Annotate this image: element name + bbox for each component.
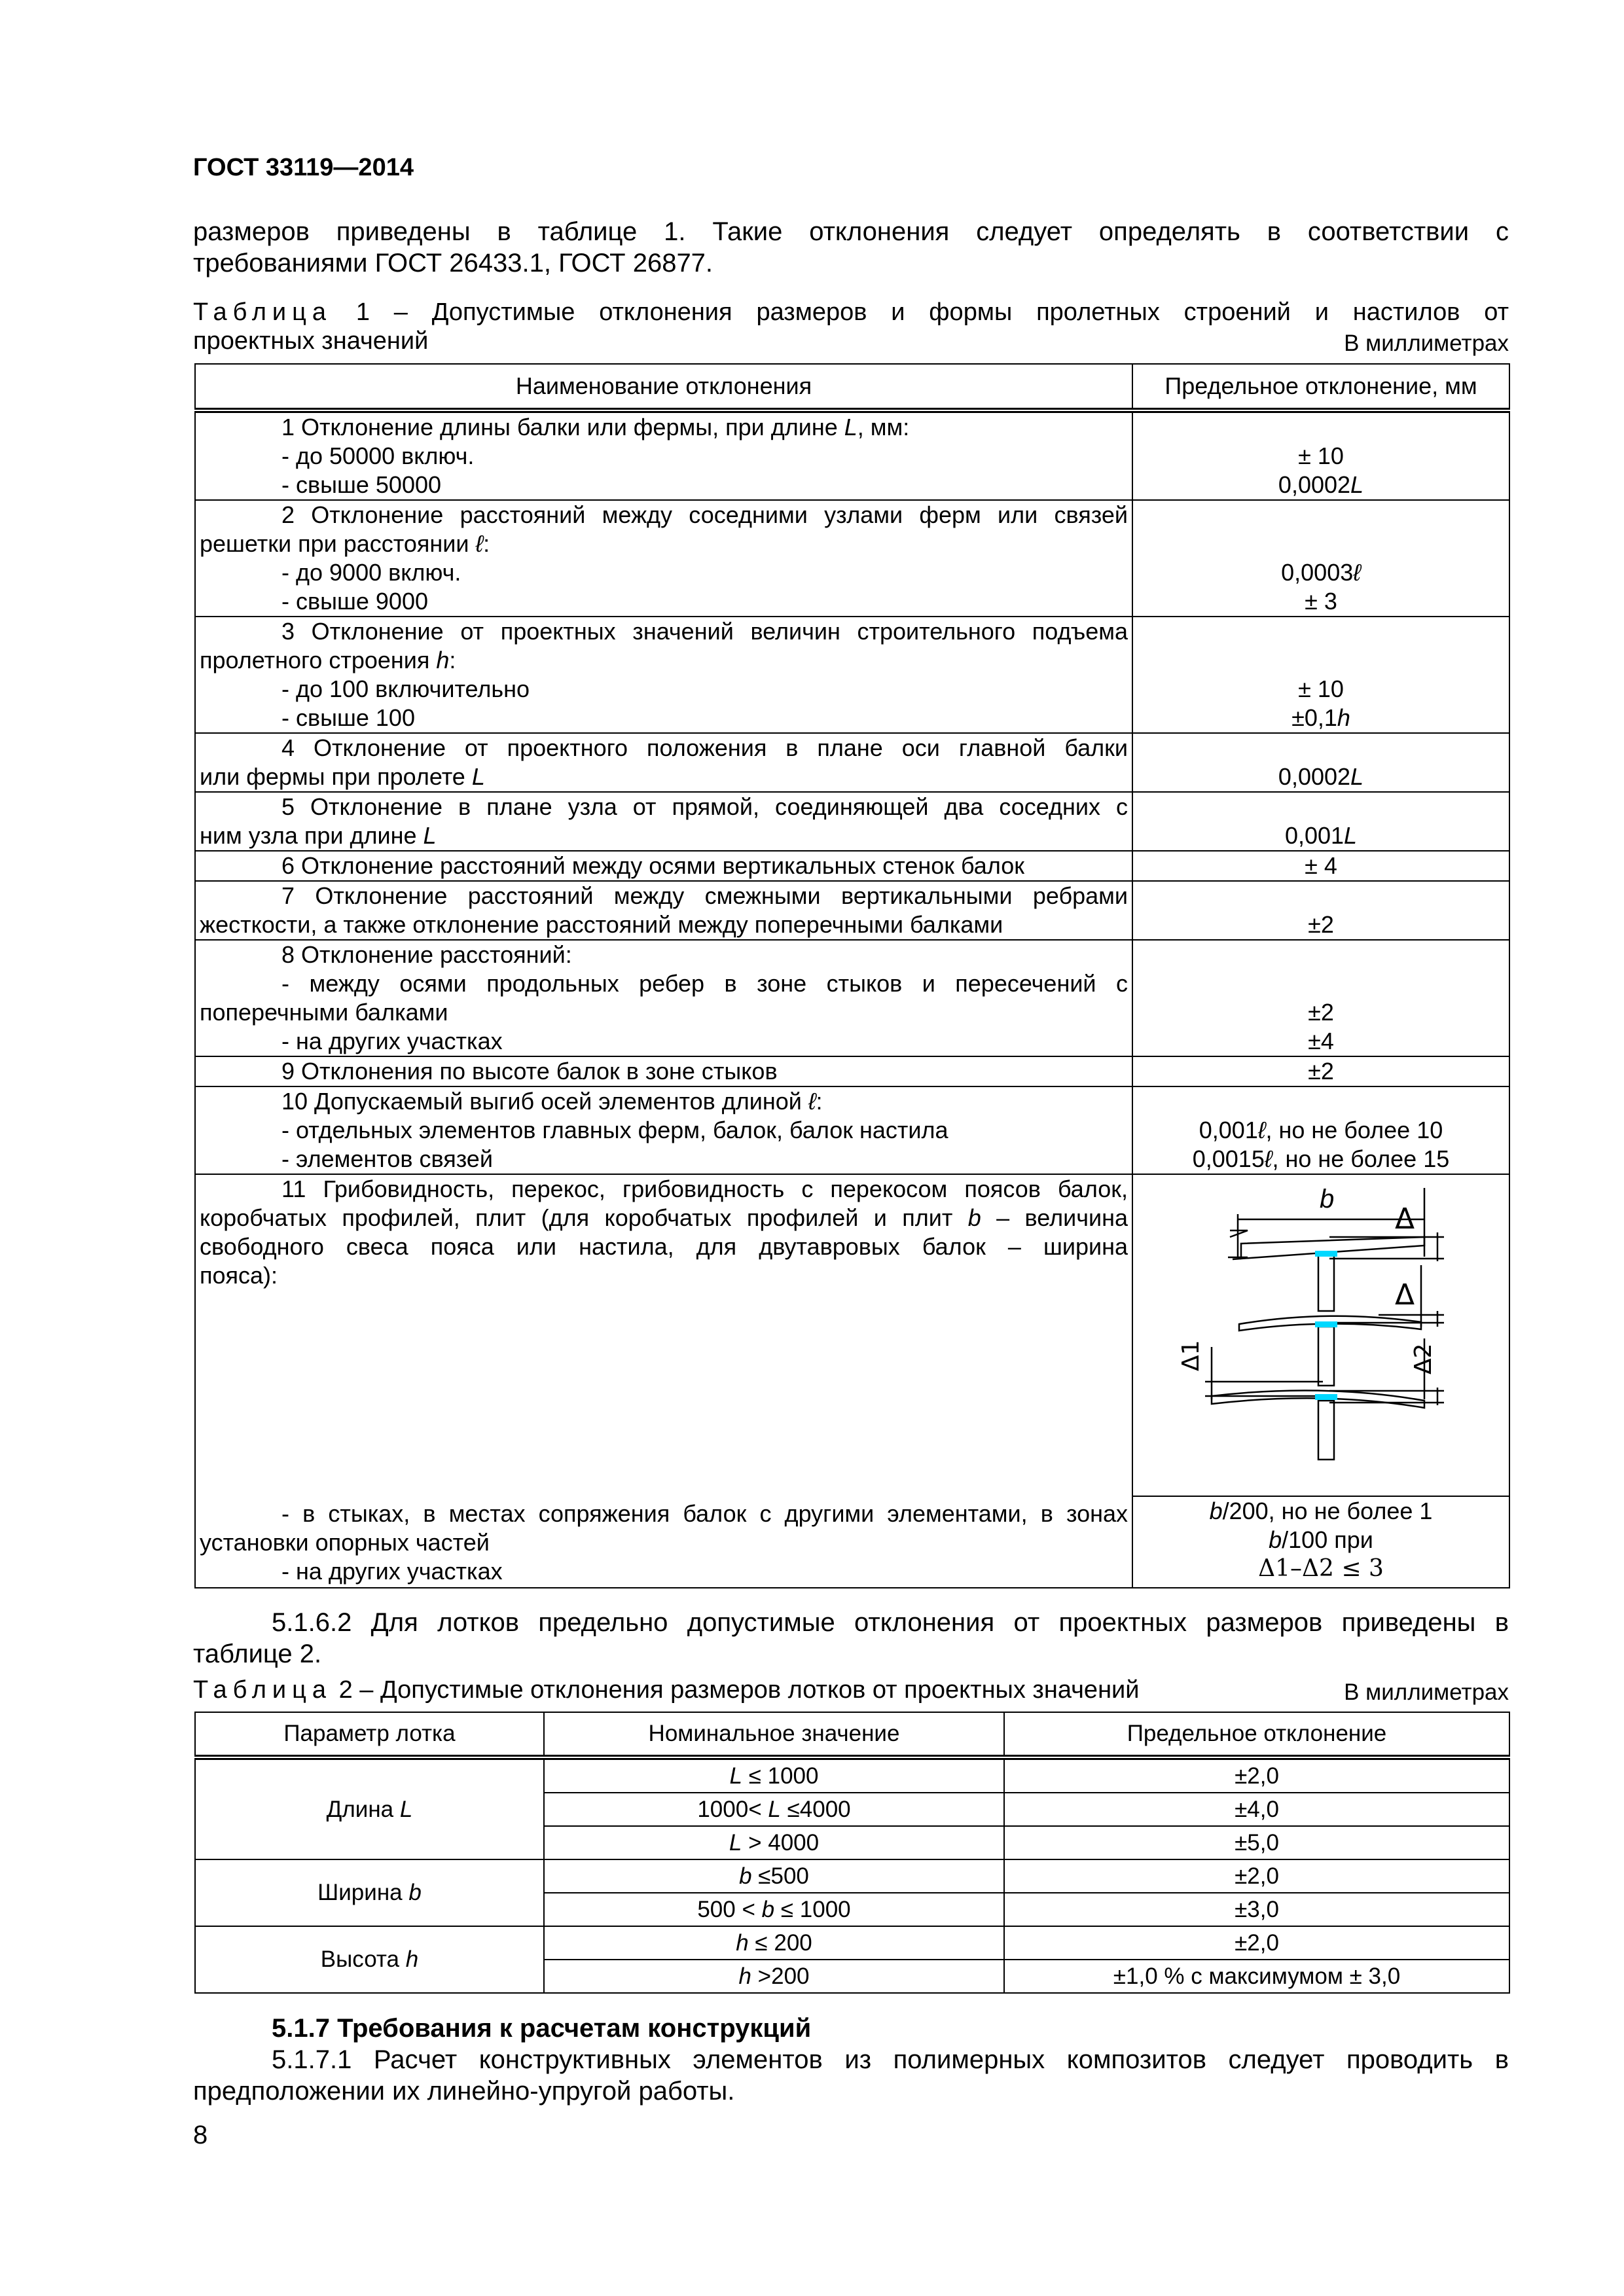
table1-row7-value: [1132, 881, 1509, 940]
fig1-tick: [1230, 1230, 1248, 1237]
table-row: [195, 1086, 1509, 1174]
para-5162-line-1: 5.1.6.2 Для лотков предельно допустимые отклонения от проектных размеров приведены в: [272, 1608, 1509, 1637]
t2-param-width: Ширина b: [195, 1859, 544, 1926]
fig2-delta-label: Δ: [1395, 1278, 1415, 1312]
r1-a: - до 50000 включ.: [281, 442, 475, 469]
r8-vb: ±4: [1308, 1028, 1334, 1054]
r1-va: ± 10: [1298, 442, 1344, 469]
para-5171-line-2: предположении их линейно-упругой работы.: [193, 2077, 735, 2106]
r9-v: ±2: [1308, 1058, 1334, 1085]
r5-title2: ним узла при длине L: [200, 822, 437, 849]
r7-v: ±2: [1308, 911, 1334, 938]
table-row: [195, 1757, 1509, 1793]
table1-row5-name: [195, 792, 1132, 851]
table1-row2-name: [195, 500, 1132, 617]
table1-row7-name: [195, 881, 1132, 940]
fig1-delta-label: Δ: [1395, 1202, 1415, 1236]
r1-b: - свыше 50000: [281, 471, 442, 498]
table-row: [195, 792, 1509, 851]
table-row: [195, 733, 1509, 792]
table1-row4-name: [195, 733, 1132, 792]
table1-caption-line-2: [193, 327, 1509, 355]
table1-row1-value: [1132, 410, 1509, 500]
r2-va: 0,0003ℓ: [1281, 559, 1361, 586]
r11-t2: коробчатых профилей, плит (для коробчатых профилей и плит b – величина: [200, 1204, 1128, 1231]
table1-caption-rest: 1 – Допустимые отклонения размеров и формы пролетных строений и настилов от: [355, 298, 1509, 326]
table1-row11-value: [1132, 1174, 1509, 1588]
table2-unit: В миллиметрах: [1344, 1679, 1509, 1705]
r3-a: - до 100 включительно: [281, 675, 530, 702]
table1-row3-name: [195, 617, 1132, 733]
r1-vb: 0,0002L: [1278, 471, 1364, 498]
r8-b: - на других участках: [281, 1028, 503, 1054]
t2-limit-5: ±3,0: [1004, 1893, 1509, 1926]
table-row: [195, 1859, 1509, 1893]
fig1-weld: [1315, 1251, 1337, 1257]
r8-title: 8 Отклонение расстояний:: [281, 941, 572, 968]
table1-header-row: [195, 364, 1509, 410]
table1-caption-word: Таблица: [193, 298, 332, 326]
r10-va: 0,001ℓ, но не более 10: [1199, 1117, 1443, 1143]
r3-title1: 3 Отклонение от проектных значений величин строительного подъема: [281, 618, 1128, 645]
table-row: [195, 1056, 1509, 1086]
intro-line-1: размеров приведены в таблице 1. Такие отклонения следует определять в соответствии с: [193, 217, 1509, 246]
r4-title1: 4 Отклонение от проектного положения в плане оси главной балки: [281, 734, 1128, 761]
flange-deviation-diagram: [1133, 1175, 1496, 1496]
r3-title2: пролетного строения h:: [200, 647, 456, 673]
t2-limit-4: ±2,0: [1004, 1859, 1509, 1893]
r10-a: - отдельных элементов главных ферм, балок, балок настила: [281, 1117, 948, 1143]
r3-b: - свыше 100: [281, 704, 415, 731]
table1-row10-value: [1132, 1086, 1509, 1174]
table1-caption-tail: проектных значений: [193, 327, 429, 355]
table1-row6-value: [1132, 851, 1509, 881]
para-5162-line-2: таблице 2.: [193, 1640, 322, 1668]
table-1: [194, 363, 1510, 1588]
r11-t4: пояса):: [200, 1262, 278, 1289]
table1-row11-name: [195, 1174, 1132, 1588]
table2-header-param: Параметр лотка: [195, 1712, 544, 1757]
table2-caption: [193, 1676, 1509, 1704]
table1-row10-name: [195, 1086, 1132, 1174]
table1-row8-name: [195, 940, 1132, 1056]
r6-v: ± 4: [1305, 852, 1337, 879]
r11-bottom: [200, 1499, 1128, 1586]
r3-va: ± 10: [1298, 675, 1344, 702]
r8-a1: - между осями продольных ребер в зоне стыков и пересечений с: [281, 970, 1128, 997]
table-2: [194, 1712, 1510, 1994]
r10-title: 10 Допускаемый выгиб осей элементов длиной ℓ:: [281, 1088, 823, 1115]
document-header: ГОСТ 33119—2014: [193, 154, 414, 181]
r10-vb: 0,0015ℓ, но не более 15: [1192, 1145, 1450, 1172]
table1-header-name: Наименование отклонения: [195, 364, 1132, 410]
t2-nominal-5: 500 < b ≤ 1000: [544, 1893, 1004, 1926]
t2-nominal-2: 1000< L ≤4000: [544, 1793, 1004, 1826]
table2-caption-word: Таблица: [193, 1676, 332, 1704]
table1-row6-name: [195, 851, 1132, 881]
r1-title: 1 Отклонение длины балки или фермы, при длине L, мм:: [281, 414, 910, 440]
t2-nominal-4: b ≤500: [544, 1859, 1004, 1893]
r4-title2: или фермы при пролете L: [200, 763, 485, 790]
table2-caption-rest: 2 – Допустимые отклонения размеров лотков от проектных значений: [338, 1676, 1140, 1704]
table1-header-limit: Предельное отклонение, мм: [1132, 364, 1509, 410]
fig2-web: [1318, 1327, 1334, 1386]
t2-limit-2: ±4,0: [1004, 1793, 1509, 1826]
table2-header-nominal: Номинальное значение: [544, 1712, 1004, 1757]
table1-row9-name: [195, 1056, 1132, 1086]
flange-diagram-cell: [1133, 1175, 1509, 1496]
r5-v: 0,001L: [1284, 822, 1358, 849]
fig3-delta1-label: Δ1: [1178, 1340, 1204, 1371]
t2-param-height: Высота h: [195, 1926, 544, 1993]
r9-title: 9 Отклонения по высоте балок в зоне стыков: [281, 1058, 778, 1085]
r3-vb: ±0,1h: [1291, 704, 1350, 731]
section-5-1-7-title: 5.1.7 Требования к расчетам конструкций: [272, 2014, 812, 2043]
table1-caption: [193, 298, 1509, 355]
table1-row3-value: [1132, 617, 1509, 733]
r6-title: 6 Отклонение расстояний между осями вертикальных стенок балок: [281, 852, 1025, 879]
table-row: [195, 881, 1509, 940]
table2-header-row: [195, 1712, 1509, 1757]
table1-row1-name: [195, 410, 1132, 500]
r11-vb2: Δ1–Δ2 ≤ 3: [1258, 1555, 1384, 1582]
fig3-weld: [1315, 1394, 1337, 1400]
page-number: 8: [193, 2121, 208, 2149]
r11-vb1: b/100 при: [1269, 1526, 1373, 1553]
table1-caption-line-1: [193, 298, 1509, 327]
table1-row9-value: [1132, 1056, 1509, 1086]
r2-vb: ± 3: [1305, 588, 1337, 615]
t2-nominal-6: h ≤ 200: [544, 1926, 1004, 1960]
fig3-delta2-label: Δ2: [1410, 1343, 1437, 1374]
t2-nominal-3: L > 4000: [544, 1826, 1004, 1859]
r7-title1: 7 Отклонение расстояний между смежными вертикальными ребрами: [281, 882, 1128, 909]
r8-a2: поперечными балками: [200, 999, 448, 1026]
table-row: [195, 410, 1509, 500]
t2-limit-6: ±2,0: [1004, 1926, 1509, 1960]
table2-header-limit: Предельное отклонение: [1004, 1712, 1509, 1757]
r10-b: - элементов связей: [281, 1145, 493, 1172]
table-row: [195, 500, 1509, 617]
r5-title1: 5 Отклонение в плане узла от прямой, соединяющей два соседних с: [281, 793, 1128, 820]
fig1-web: [1318, 1255, 1334, 1311]
r11-b: - на других участках: [281, 1558, 503, 1585]
table-row: [195, 851, 1509, 881]
para-5171-line-1: 5.1.7.1 Расчет конструктивных элементов из полимерных композитов следует проводить в: [272, 2045, 1509, 2074]
r7-title2: жесткости, а также отклонение расстояний между поперечными балками: [200, 911, 1003, 938]
table1-unit: В миллиметрах: [1344, 331, 1509, 356]
table1-row5-value: [1132, 792, 1509, 851]
r2-b: - свыше 9000: [281, 588, 428, 615]
table-row: [195, 940, 1509, 1056]
table-row: [195, 617, 1509, 733]
r4-v: 0,0002L: [1278, 763, 1364, 790]
table1-row8-value: [1132, 940, 1509, 1056]
r11-t3: свободного свеса пояса или настила, для двутавровых балок – ширина: [200, 1233, 1128, 1260]
t2-nominal-1: L ≤ 1000: [544, 1757, 1004, 1793]
r11-a2: установки опорных частей: [200, 1529, 490, 1556]
r2-a: - до 9000 включ.: [281, 559, 461, 586]
r11-values: [1133, 1496, 1509, 1586]
t2-limit-3: ±5,0: [1004, 1826, 1509, 1859]
t2-limit-7: ±1,0 % с максимумом ± 3,0: [1004, 1960, 1509, 1993]
t2-param-length: Длина L: [195, 1757, 544, 1859]
r11-a1: - в стыках, в местах сопряжения балок с другими элементами, в зонах: [281, 1500, 1128, 1527]
fig3-web: [1318, 1401, 1334, 1460]
table1-row4-value: [1132, 733, 1509, 792]
r8-va: ±2: [1308, 999, 1334, 1026]
fig2-weld: [1315, 1321, 1337, 1327]
r11-t1: 11 Грибовидность, перекос, грибовидность с перекосом поясов балок,: [281, 1175, 1128, 1202]
table1-row2-value: [1132, 500, 1509, 617]
r11-va: b/200, но не более 1: [1209, 1498, 1433, 1524]
intro-line-2: требованиями ГОСТ 26433.1, ГОСТ 26877.: [193, 249, 713, 278]
r2-title1: 2 Отклонение расстояний между соседними узлами ферм или связей: [281, 501, 1128, 528]
t2-limit-1: ±2,0: [1004, 1757, 1509, 1793]
table-row: [195, 1174, 1509, 1588]
r2-title2: решетки при расстоянии ℓ:: [200, 530, 490, 557]
fig-label-b: b: [1320, 1185, 1335, 1213]
t2-nominal-7: h >200: [544, 1960, 1004, 1993]
table-row: [195, 1926, 1509, 1960]
